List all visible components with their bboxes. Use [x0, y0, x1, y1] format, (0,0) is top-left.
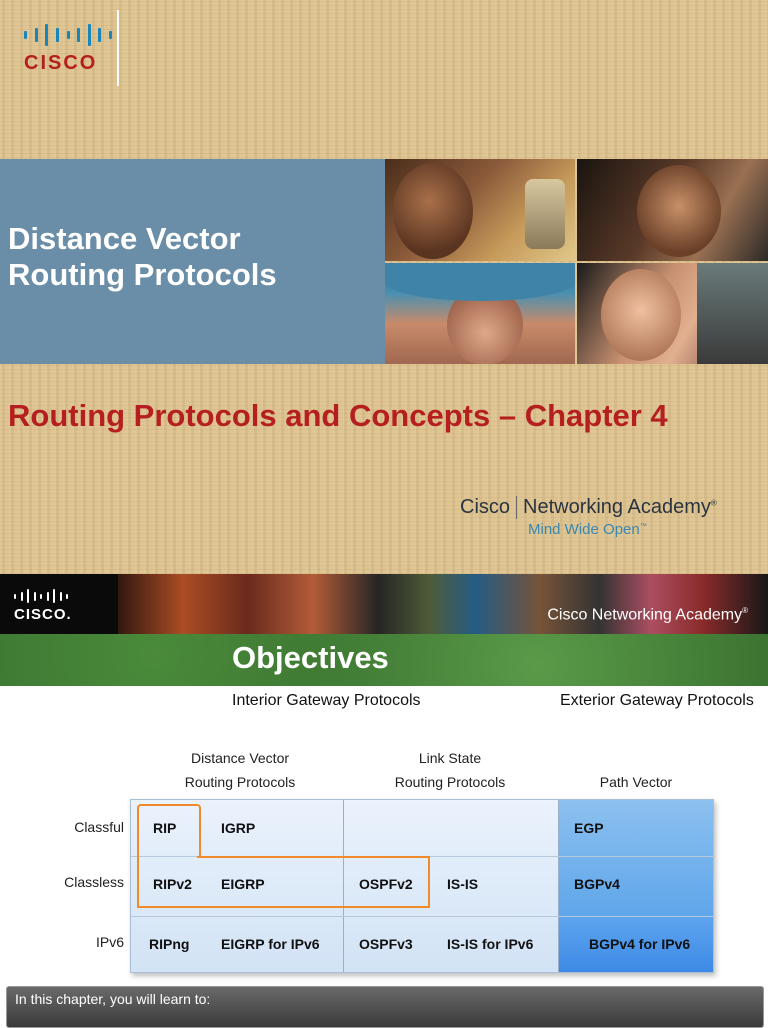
networking-academy-logo: [460, 496, 750, 538]
title-band: [0, 159, 385, 364]
cell-eigrp: EIGRP: [221, 876, 265, 892]
slide-title: [8, 221, 277, 293]
objectives-bar: [0, 634, 768, 686]
col-dv-line2: Routing Protocols: [184, 774, 296, 790]
cell-eigrp-ipv6: EIGRP for IPv6: [221, 936, 320, 952]
row-label-ipv6: IPv6: [95, 934, 124, 950]
banner-cisco-logo: [14, 588, 72, 623]
cell-ospfv3: OSPFv3: [359, 936, 413, 952]
col-dv-line1: Distance Vector: [190, 750, 290, 766]
title-line-1: Distance Vector: [8, 221, 241, 256]
title-line-2: Routing Protocols: [8, 257, 277, 292]
academy-mark: ®: [710, 498, 717, 508]
egp-label: Exterior Gateway Protocols: [560, 692, 754, 709]
academy-brand: Cisco: [460, 496, 517, 519]
banner-academy-text: Cisco Networking Academy: [547, 606, 743, 624]
learn-box: [6, 986, 764, 1028]
cell-ospfv2: OSPFv2: [359, 876, 413, 892]
protocol-classification: [0, 686, 768, 1024]
cell-rip: RIP: [153, 820, 177, 836]
banner-academy-mark: ®: [742, 606, 748, 615]
slide-subtitle: Routing Protocols and Concepts – Chapter 4: [8, 398, 668, 433]
cisco-logo-text: CISCO: [24, 52, 98, 74]
photo-collage: [385, 159, 768, 364]
academy-name: Networking Academy: [523, 496, 711, 518]
banner-logo-text: CISCO.: [14, 606, 72, 623]
cisco-bars-icon: [14, 588, 68, 604]
cell-is-is: IS-IS: [447, 876, 479, 892]
photo-young-man: [385, 159, 575, 261]
row-label-classful: Classful: [74, 819, 124, 835]
cell-ripng: RIPng: [149, 936, 190, 952]
protocol-table: [130, 799, 714, 973]
cisco-logo: [24, 22, 116, 76]
cisco-bars-icon: [24, 22, 112, 48]
col-ls-line1: Link State: [418, 750, 482, 766]
cell-pv-column: [559, 800, 713, 916]
cell-bgpv4-ipv6: BGPv4 for IPv6: [589, 936, 691, 952]
learn-header: In this chapter, you will learn to:: [15, 991, 211, 1007]
objectives-heading: Objectives: [232, 640, 389, 675]
photo-hooded-person: [385, 263, 575, 364]
cell-bgpv4: BGPv4: [574, 876, 620, 892]
academy-tagline: Mind Wide Open: [528, 521, 640, 538]
cell-igrp: IGRP: [221, 820, 256, 836]
cell-is-is-ipv6: IS-IS for IPv6: [447, 936, 534, 952]
col-ls-line2: Routing Protocols: [394, 774, 506, 790]
row-label-classless: Classless: [64, 874, 124, 890]
col-pv: Path Vector: [599, 774, 673, 790]
banner-photo-strip: [118, 574, 768, 634]
photo-man-smiling: [577, 159, 768, 261]
cell-ripv2: RIPv2: [153, 876, 192, 892]
academy-tagline-mark: ™: [639, 523, 647, 530]
logo-divider: [117, 10, 119, 86]
cell-egp: EGP: [574, 820, 604, 836]
igp-label: Interior Gateway Protocols: [232, 692, 421, 709]
slide-banner: [0, 574, 768, 634]
photo-woman-smiling: [577, 263, 768, 364]
